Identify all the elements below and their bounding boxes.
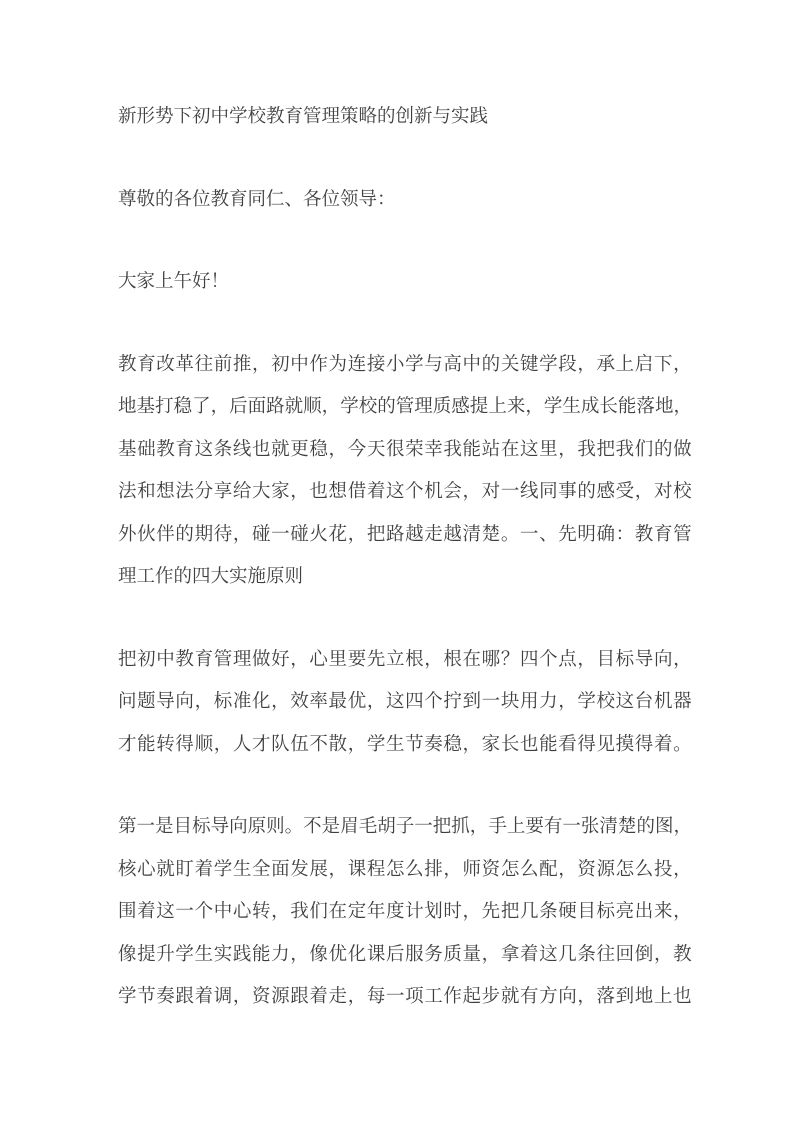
- document-title: 新形势下初中学校教育管理策略的创新与实践: [118, 107, 489, 127]
- text-line: 把 初 中 教 育 管 理 做 好 ， 心 里 要 先 立 根 ， 根 在 哪 ？ 四 个 点 ， 目 标 导 向 ，: [118, 649, 692, 670]
- salutation-line: 尊敬的各位教育同仁、各位领导：: [118, 189, 396, 210]
- text-line: 第 一 是 目 标 导 向 原 则 。 不 是 眉 毛 胡 子 一 把 抓 ， 手 上 要 有 一 张 清 楚 的 图 ，: [118, 817, 692, 837]
- text-line: 学 节 奏 跟 着 调 ， 资 源 跟 着 走 ， 每 一 项 工 作 起 步 就 有 方 向 ， 落 到 地 上 也: [118, 987, 692, 1007]
- title-block: [118, 96, 692, 139]
- paragraph-2: [118, 639, 692, 767]
- document-content: [118, 96, 692, 1059]
- text-line: 才 能 转 得 顺 ， 人 才 队 伍 不 散 ， 学 生 节 奏 稳 ， 家 长 也 能 看 得 见 摸 得 着 。: [118, 734, 692, 755]
- salutation-block: [118, 179, 692, 222]
- text-line: 理工作的四大实施原则: [118, 567, 304, 587]
- text-line: 地 基 打 稳 了 ， 后 面 路 就 顺 ， 学 校 的 管 理 质 感 提 上 来 ， 学 生 成 长 能 落 地 ，: [118, 397, 692, 417]
- text-line: 核 心 就 盯 着 学 生 全 面 发 展 ， 课 程 怎 么 排 ， 师 资 怎 么 配 ， 资 源 怎 么 投 ，: [118, 859, 692, 880]
- opening-line: 大家上午好！: [118, 272, 230, 292]
- text-line: 法 和 想 法 分 享 给 大 家 ， 也 想 借 着 这 个 机 会 ， 对 一 线 同 事 的 感 受 ， 对 校: [118, 482, 692, 502]
- opening-block: [118, 261, 692, 304]
- text-line: 问 题 导 向 ， 标 准 化 ， 效 率 最 优 ， 这 四 个 拧 到 一 块 用 力 ， 学 校 这 台 机 器: [118, 692, 692, 712]
- paragraph-3: [118, 806, 692, 1019]
- text-line: 基 础 教 育 这 条 线 也 就 更 稳 ， 今 天 很 荣 幸 我 能 站 在 这 里 ， 我 把 我 们 的 做: [118, 439, 692, 460]
- text-line: 围 着 这 一 个 中 心 转 ， 我 们 在 定 年 度 计 划 时 ， 先 把 几 条 硬 目 标 亮 出 来 ，: [118, 902, 692, 922]
- paragraph-1: [118, 344, 692, 599]
- text-line: 教 育 改 革 往 前 推 ， 初 中 作 为 连 接 小 学 与 高 中 的 关 键 学 段 ， 承 上 启 下 ，: [118, 354, 692, 375]
- text-line: 外 伙 伴 的 期 待 ， 碰 一 碰 火 花 ， 把 路 越 走 越 清 楚 。 一 、 先 明 确 ： 教 育 管: [118, 524, 692, 545]
- text-line: 像 提 升 学 生 实 践 能 力 ， 像 优 化 课 后 服 务 质 量 ， 拿 着 这 几 条 往 回 倒 ， 教: [118, 944, 692, 965]
